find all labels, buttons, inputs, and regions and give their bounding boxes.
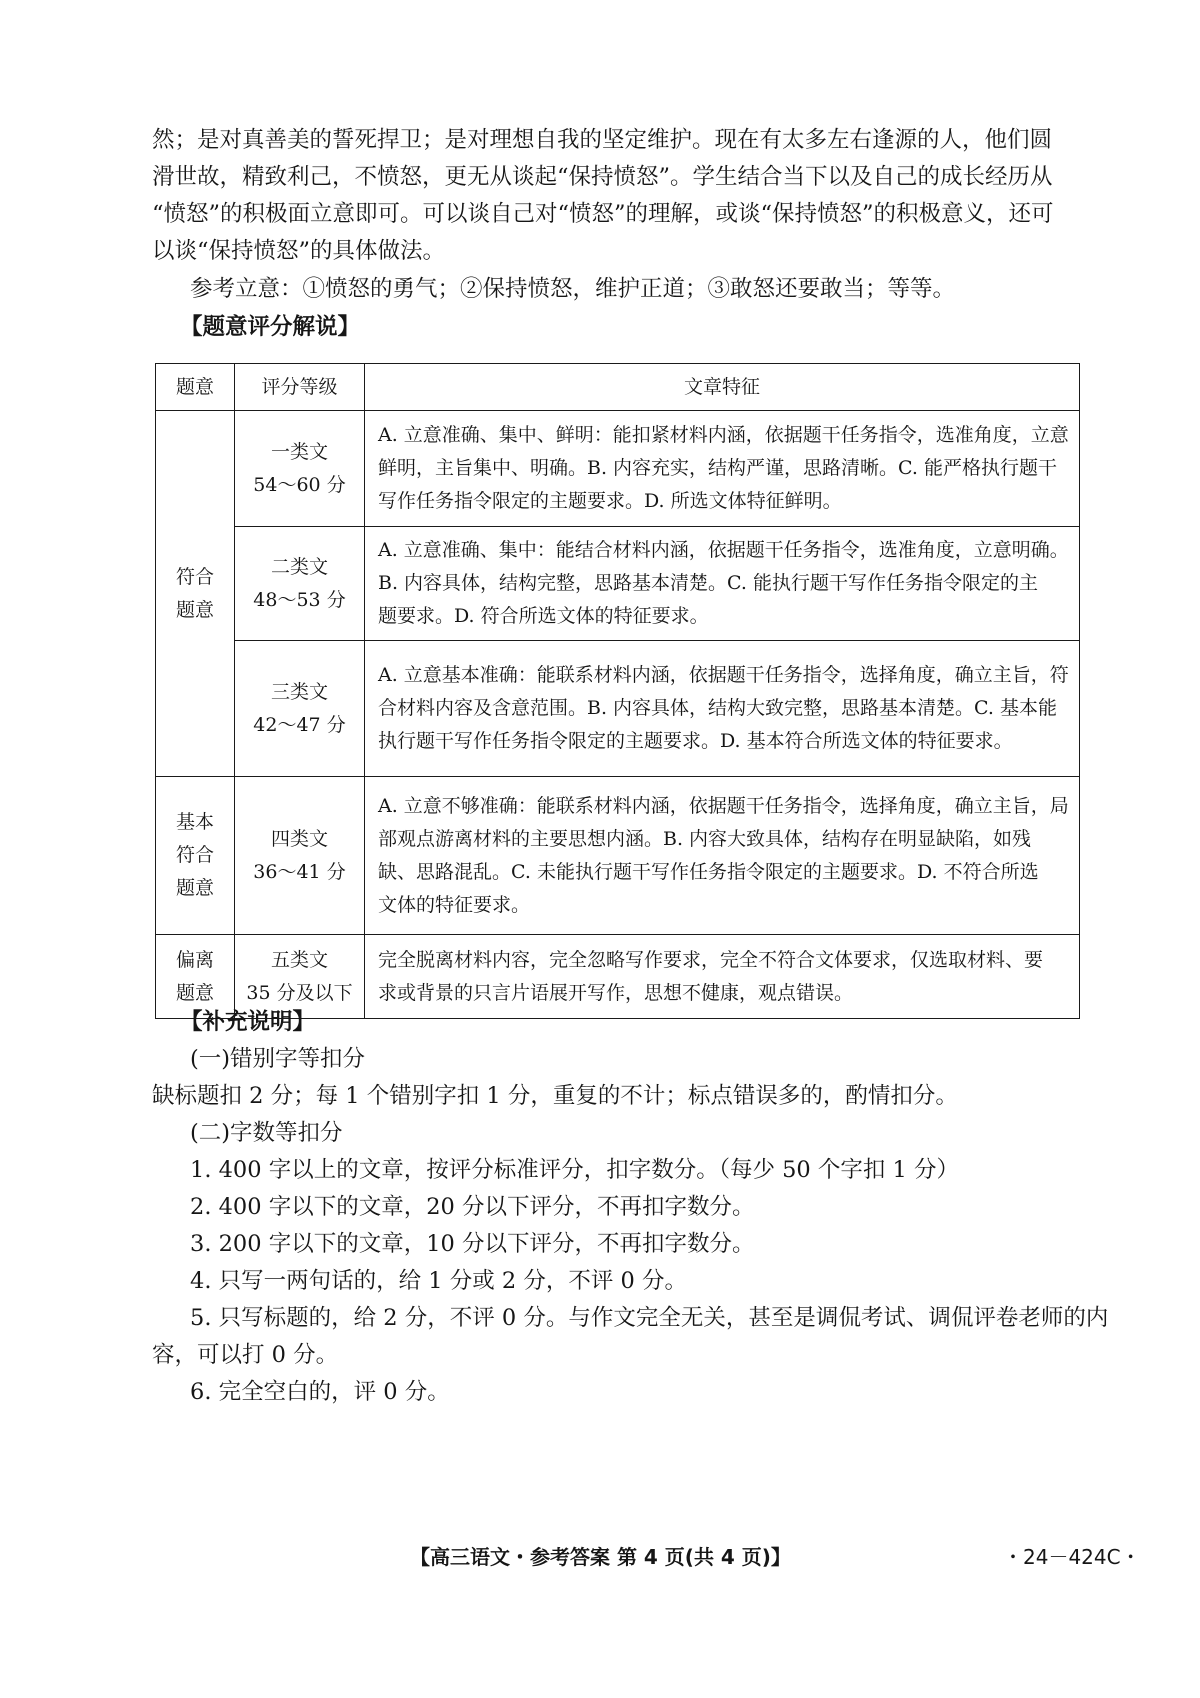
scoring-section-heading: 【题意评分解说】 (180, 314, 361, 340)
grade-cell (235, 411, 365, 527)
rule-item: 3. 200 字以下的文章，10 分以下评分，不再扣字数分。 (190, 1231, 755, 1257)
intro-line-3: “愤怒”的积极面立意即可。可以谈自己对“愤怒”的理解，或谈“保持愤怒”的积极意义，还可 (152, 201, 1054, 227)
grade-range: 42～47 分 (253, 713, 346, 736)
grade-range: 48～53 分 (253, 588, 346, 611)
table-row (156, 527, 1080, 641)
features-cell (365, 641, 1080, 777)
rule-item: 2. 400 字以下的文章，20 分以下评分，不再扣字数分。 (190, 1194, 755, 1220)
grade-cell (235, 641, 365, 777)
grade-label: 四类文 (270, 827, 328, 850)
features-line: 完全脱离材料内容，完全忽略写作要求，完全不符合文体要求，仅选取材料、要 (378, 948, 1044, 971)
grade-label: 五类文 (270, 948, 328, 971)
features-line: A. 立意准确、集中：能结合材料内涵，依据题干任务指令，选准角度，立意明确。 (378, 539, 1069, 561)
header-intent: 题意 (156, 364, 235, 411)
features-cell (365, 777, 1080, 935)
features-cell (365, 411, 1080, 527)
grade-cell (235, 777, 365, 935)
grade-label: 二类文 (270, 555, 328, 578)
intro-line-2: 滑世故，精致利己，不愤怒，更无从谈起“保持愤怒”。学生结合当下以及自己的成长经历从 (152, 164, 1053, 190)
features-line: A. 立意不够准确：能联系材料内涵，依据题干任务指令，选择角度，确立主旨，局 (378, 794, 1069, 817)
typo-deduction-heading: (一)错别字等扣分 (190, 1046, 366, 1072)
features-line: 求或背景的只言片语展开写作，思想不健康，观点错误。 (378, 981, 854, 1004)
features-line: 合材料内容及含意范围。B. 内容具体，结构大致完整，思路基本清楚。C. 基本能 (378, 697, 1057, 719)
header-grade: 评分等级 (235, 364, 365, 411)
table-row (156, 777, 1080, 935)
features-line: 鲜明，主旨集中、明确。B. 内容充实，结构严谨，思路清晰。C. 能严格执行题干 (378, 457, 1057, 479)
intent-text: 符合 (175, 565, 214, 588)
reference-line: 参考立意：①愤怒的勇气；②保持愤怒，维护正道；③敢怒还要敢当；等等。 (190, 276, 956, 302)
grade-cell (235, 527, 365, 641)
intent-cell-fits (156, 411, 235, 777)
intent-text: 偏离 (175, 948, 214, 971)
intent-text: 题意 (175, 981, 214, 1004)
intro-line-1: 然；是对真善美的誓死捍卫；是对理想自我的坚定维护。现在有太多左右逢源的人，他们圆 (152, 127, 1053, 153)
rule-item: 5. 只写标题的，给 2 分，不评 0 分。与作文完全无关，甚至是调侃考试、调侃评卷老师的内 (190, 1305, 1109, 1331)
typo-deduction-text: 缺标题扣 2 分；每 1 个错别字扣 1 分，重复的不计；标点错误多的，酌情扣分。 (152, 1083, 958, 1109)
rule-item: 4. 只写一两句话的，给 1 分或 2 分，不评 0 分。 (190, 1268, 687, 1294)
scoring-table (155, 363, 1080, 1019)
features-line: 写作任务指令限定的主题要求。D. 所选文体特征鲜明。 (378, 490, 842, 512)
intent-text: 符合 (175, 844, 214, 866)
features-line: 执行题干写作任务指令限定的主题要求。D. 基本符合所选文体的特征要求。 (378, 730, 1013, 752)
rule-item: 1. 400 字以上的文章，按评分标准评分，扣字数分。（每少 50 个字扣 1 分） (190, 1157, 960, 1183)
features-cell (365, 527, 1080, 641)
table-header-row (156, 364, 1080, 411)
features-line: A. 立意基本准确：能联系材料内涵，依据题干任务指令，选择角度，确立主旨，符 (378, 664, 1069, 686)
features-line: B. 内容具体，结构完整，思路基本清楚。C. 能执行题干写作任务指令限定的主 (378, 572, 1038, 594)
grade-label: 一类文 (270, 440, 328, 463)
page-footer-code: ・24－424C・ (1003, 1545, 1141, 1569)
intent-text: 题意 (175, 877, 214, 899)
features-line: 文体的特征要求。 (378, 893, 531, 916)
intent-cell-basic (156, 777, 235, 935)
features-cell (365, 935, 1080, 1019)
features-line: 部观点游离材料的主要思想内涵。B. 内容大致具体，结构存在明显缺陷，如残 (378, 827, 1032, 850)
intro-line-4: 以谈“保持愤怒”的具体做法。 (152, 238, 446, 264)
wordcount-deduction-heading: (二)字数等扣分 (190, 1120, 343, 1146)
features-line: 题要求。D. 符合所选文体的特征要求。 (378, 605, 709, 627)
grade-range: 35 分及以下 (246, 981, 353, 1004)
features-line: 缺、思路混乱。C. 未能执行题干写作任务指令限定的主题要求。D. 不符合所选 (378, 860, 1039, 883)
rule-item-continued: 容，可以打 0 分。 (152, 1342, 339, 1368)
intent-text: 基本 (175, 811, 214, 833)
header-features: 文章特征 (365, 364, 1080, 411)
grade-range: 36～41 分 (253, 860, 346, 883)
grade-range: 54～60 分 (253, 473, 346, 496)
page-footer-title: 【高三语文・参考答案 第 4 页(共 4 页)】 (410, 1545, 791, 1569)
supplement-heading: 【补充说明】 (180, 1009, 316, 1035)
intent-text: 题意 (175, 598, 214, 621)
table-row (156, 411, 1080, 527)
grade-label: 三类文 (270, 680, 328, 703)
rule-item: 6. 完全空白的，评 0 分。 (190, 1379, 450, 1405)
table-row (156, 641, 1080, 777)
features-line: A. 立意准确、集中、鲜明：能扣紧材料内涵，依据题干任务指令，选准角度，立意 (378, 424, 1069, 446)
